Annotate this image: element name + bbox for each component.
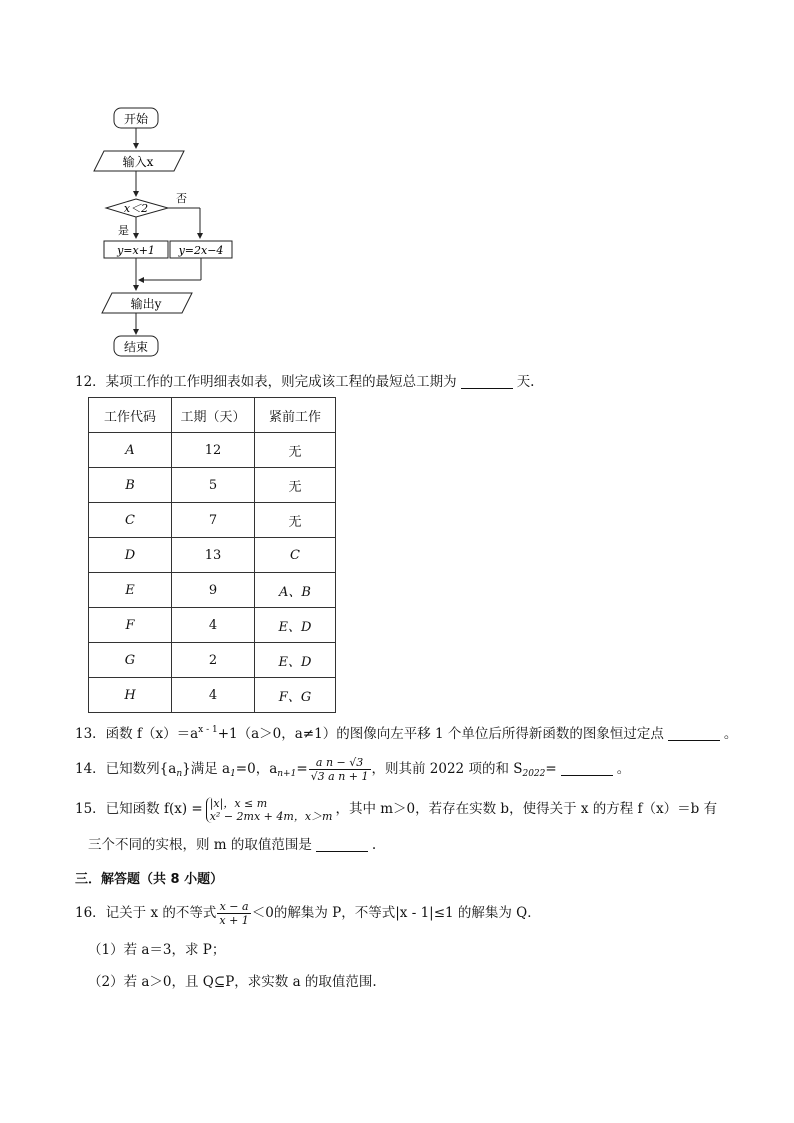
q15-case1: |x|，x ≤ m [209,796,268,810]
q12-text: 12．某项工作的工作明细表如表，则完成该工程的最短总工期为 [75,374,457,390]
table-cell: 12 [172,433,255,468]
q14-text: =0，a [235,761,278,777]
table-cell: 9 [172,573,255,608]
q16-text: ＜0的解集为 P，不等式|x - 1|≤1 的解集为 Q． [251,905,541,921]
flow-input-text: 输入x [122,155,154,169]
flow-start-text: 开始 [123,112,149,126]
flow-yes-formula: y=x+1 [117,244,155,257]
table-row [89,538,336,573]
q15-piecewise [206,797,333,823]
table-cell: 5 [172,468,255,503]
flow-no-label: 否 [176,192,187,205]
q16-fraction [217,900,250,927]
question-16-part1: （1）若 a＝3，求 P； [88,942,226,958]
table-cell: 无 [255,433,336,468]
work-table [88,397,336,713]
table-cell: C [255,538,336,573]
table-cell: 无 [255,503,336,538]
q12-unit: 天. [516,374,535,390]
table-cell: G [89,643,172,678]
q14-answer-blank [561,761,613,776]
table-row [89,573,336,608]
q14-text: 14．已知数列{a [75,761,177,777]
table-cell: 无 [255,468,336,503]
flow-output-text: 输出y [130,297,162,311]
q15-answer-blank [316,837,368,852]
table-cell: 4 [172,678,255,713]
table-row [89,433,336,468]
table-cell: 7 [172,503,255,538]
flow-no-formula: y=2x−4 [178,244,224,257]
q14-numerator: a n − √3 [309,756,371,770]
q14-sum-subscript: 2022 [522,769,546,779]
q15-text: 15．已知函数 f(x) = [75,801,203,817]
table-cell: C [89,503,172,538]
q14-denominator: √3 a n + 1 [310,770,369,783]
table-row [89,608,336,643]
table-row [89,468,336,503]
q14-end: 。 [616,761,631,777]
table-cell: H [89,678,172,713]
table-cell: A [89,433,172,468]
question-16-part2: （2）若 a＞0，且 Q⊆P，求实数 a 的取值范围. [88,974,377,990]
q13-answer-blank [668,726,720,741]
question-16 [75,896,541,930]
q15-end: . [371,837,377,853]
table-cell: E、D [255,608,336,643]
question-12 [75,372,534,392]
question-13 [75,720,737,744]
table-row [89,643,336,678]
q12-answer-blank [461,374,513,389]
table-header-cell: 工作代码 [89,398,172,433]
q16-numerator: x − a [217,900,250,914]
table-header-cell: 工期（天） [172,398,255,433]
table-row [89,503,336,538]
q14-fraction [309,756,371,783]
flow-end-text: 结束 [123,340,149,354]
table-cell: F、G [255,678,336,713]
q14-text: }满足 a [182,761,231,777]
q15-case2: x² − 2mx + 4m，x＞m [209,809,333,823]
table-cell: 2 [172,643,255,678]
table-header-row [89,398,336,433]
flow-decision-text: x＜2 [123,202,149,215]
q15-text: ，其中 m＞0，若存在实数 b，使得关于 x 的方程 f（x）＝b 有 [335,801,718,817]
question-14: 14．已知数列$\{a_n\}$满足 $a_1=0$，$a_{n+1}=$ $\frac{\text{a n − √3}}{\text{√3 a n + 1}}$ ，则其前 2022 项的和 $S_{2022}=$ 。 [75,756,631,783]
table-cell: E [89,573,172,608]
q13-end: 。 [723,726,738,742]
flowchart [90,100,250,360]
question-15 [75,792,717,826]
q16-text: 16．记关于 x 的不等式 [75,905,217,921]
table-cell: 4 [172,608,255,643]
q13-suffix: +1（a＞0，a≠1）的图像向左平移 1 个单位后所得新函数的图象恒过定点 [217,726,664,742]
table-row [89,678,336,713]
flow-yes-label: 是 [118,224,129,237]
table-cell: B [89,468,172,503]
table-cell: D [89,538,172,573]
q14-text: ，则其前 2022 项的和 S [371,761,523,777]
table-header-cell: 紧前工作 [255,398,336,433]
q14-text: = [545,761,557,777]
table-cell: E、D [255,643,336,678]
question-15-line2 [88,835,376,855]
table-cell: 13 [172,538,255,573]
q15-line2-text: 三个不同的实根，则 m 的取值范围是 [88,837,312,853]
q16-denominator: x + 1 [219,914,249,927]
table-cell: F [89,608,172,643]
q13-prefix: 13．函数 f（x）＝a [75,726,199,742]
q14-text: = [296,761,308,777]
section-heading: 三．解答题（共 8 小题） [75,872,224,887]
table-cell: A、B [255,573,336,608]
q13-exponent: x - 1 [198,725,218,735]
